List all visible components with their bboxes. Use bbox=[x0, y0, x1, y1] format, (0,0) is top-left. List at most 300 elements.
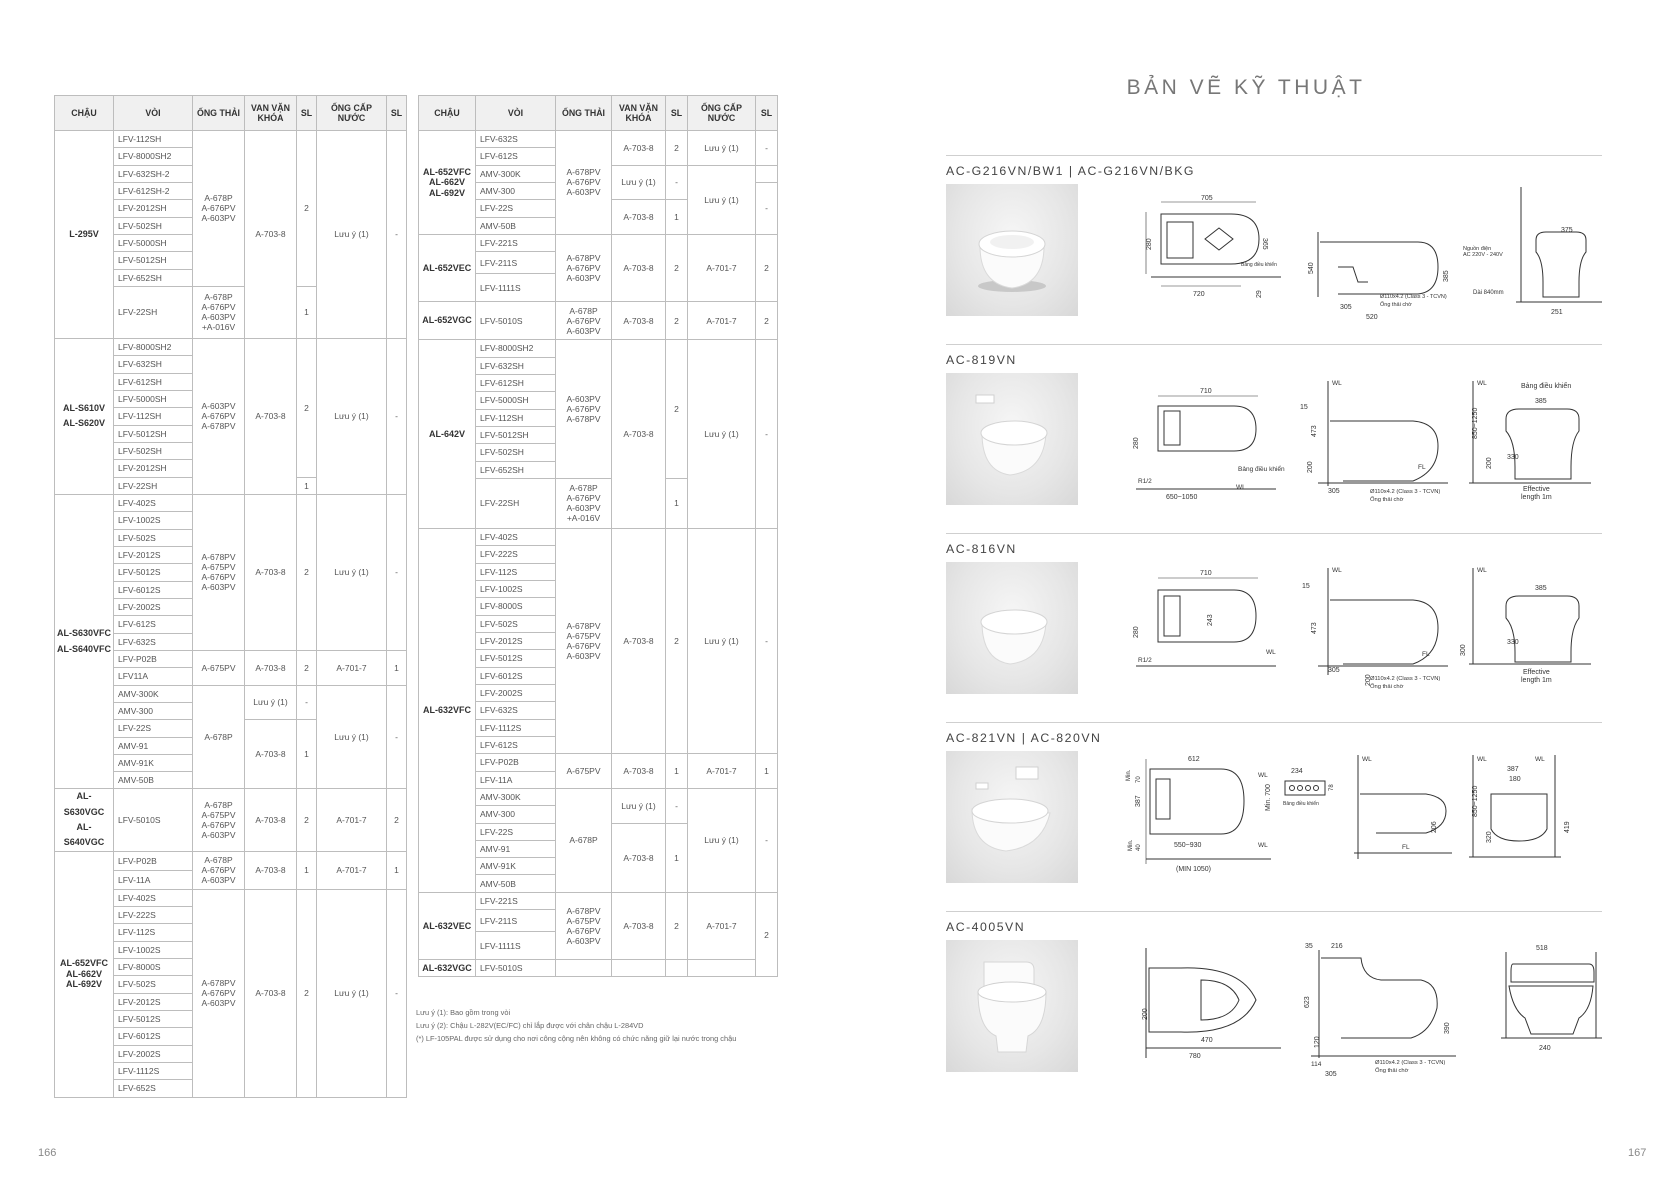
footnote-2: Lưu ý (2): Chậu L-282V(EC/FC) chỉ lắp được với chân chậu L-284VD bbox=[416, 1021, 644, 1030]
quantity: 2 bbox=[666, 131, 688, 166]
supply-pipe: Lưu ý (1) bbox=[688, 340, 756, 529]
faucet-model: LFV-6012S bbox=[114, 581, 193, 598]
drain-pipe bbox=[556, 960, 612, 977]
wl-label-2: WL bbox=[1535, 756, 1545, 763]
pipe-spec: Ø110x4.2 (Class 3 - TCVN) bbox=[1380, 294, 1447, 300]
top-view-drawing bbox=[1116, 749, 1281, 889]
side-view-drawing bbox=[1298, 560, 1458, 700]
table-row bbox=[419, 340, 778, 357]
dim-280: 280 bbox=[1133, 626, 1140, 638]
faucet-model: LFV-112SH bbox=[114, 408, 193, 425]
quantity: 2 bbox=[666, 234, 688, 301]
dim-305: 305 bbox=[1340, 304, 1352, 311]
dim-305: 305 bbox=[1328, 488, 1340, 495]
section-title: AC-821VN | AC-820VN bbox=[946, 731, 1102, 745]
dim-385: 385 bbox=[1443, 270, 1450, 282]
power-label: Nguồn điện bbox=[1463, 246, 1492, 252]
wl-label: WL bbox=[1332, 380, 1342, 387]
dim-216: 216 bbox=[1331, 943, 1343, 950]
faucet-model: LFV-1112S bbox=[476, 719, 556, 736]
faucet-model: LFV-632SH bbox=[476, 357, 556, 374]
valve-model: A-703-8 bbox=[245, 338, 297, 494]
faucet-model: AMV-300K bbox=[476, 165, 556, 182]
drain-pipe bbox=[556, 478, 612, 528]
faucet-model: LFV-502S bbox=[114, 529, 193, 546]
supply-pipe: A-701-7 bbox=[317, 650, 387, 685]
drain-pipe-text: A-678P A-675PV A-676PV A-603PV bbox=[201, 800, 236, 841]
front-view-drawing bbox=[1451, 560, 1602, 700]
supply-pipe: Lưu ý (1) bbox=[317, 131, 387, 339]
drain-pipe bbox=[556, 302, 612, 340]
product-photo bbox=[946, 751, 1078, 883]
faucet-model: LFV-2012SH bbox=[114, 460, 193, 477]
side-view-drawing bbox=[1291, 938, 1461, 1078]
faucet-model: LFV-221S bbox=[476, 234, 556, 251]
faucet-model: AMV-50B bbox=[114, 772, 193, 789]
faucet-model: LFV-11A bbox=[476, 771, 556, 788]
dim-200: 200 bbox=[1307, 461, 1314, 473]
basin-model bbox=[419, 131, 476, 235]
control-panel-label: Bảng điều khiển bbox=[1283, 801, 1319, 807]
wl-label: WL bbox=[1236, 484, 1246, 491]
dim-473: 473 bbox=[1311, 622, 1318, 634]
supply-pipe: Lưu ý (1) bbox=[688, 131, 756, 166]
basin-model-text: AL-S610V AL-S620V bbox=[62, 403, 106, 429]
faucet-model: LFV-22SH bbox=[476, 478, 556, 528]
table-row bbox=[419, 131, 778, 148]
faucet-model: LFV-2002S bbox=[114, 1045, 193, 1062]
pipe-spec: Ø110x4.2 (Class 3 - TCVN) bbox=[1370, 676, 1441, 682]
faucet-model: LFV-P02B bbox=[114, 851, 193, 870]
faucet-model: LFV-5012S bbox=[114, 564, 193, 581]
drain-pipe-text: A-678PV A-676PV A-603PV bbox=[566, 253, 601, 284]
dim-705: 705 bbox=[1201, 195, 1213, 202]
section-title: AC-4005VN bbox=[946, 920, 1026, 934]
faucet-model: LFV-1002S bbox=[114, 941, 193, 958]
faucet-model: LFV-112S bbox=[476, 563, 556, 580]
valve-model: A-703-8 bbox=[245, 889, 297, 1097]
side-view-drawing bbox=[1298, 182, 1458, 322]
supply-quantity: - bbox=[387, 685, 407, 789]
quantity: 2 bbox=[666, 340, 688, 479]
faucet-model: AMV-300 bbox=[476, 806, 556, 823]
pipe-spec: Ø110x4.2 (Class 3 - TCVN) bbox=[1370, 489, 1441, 495]
r12-label: R1/2 bbox=[1138, 657, 1152, 664]
drain-pipe: A-678P bbox=[193, 685, 245, 789]
dim-305: 305 bbox=[1328, 667, 1340, 674]
wl-label: WL bbox=[1477, 567, 1487, 574]
supply-quantity: 2 bbox=[756, 302, 778, 340]
drain-pipe bbox=[193, 851, 245, 889]
valve-model: A-703-8 bbox=[612, 200, 666, 235]
faucet-model: LFV-632SH bbox=[114, 356, 193, 373]
quantity: 2 bbox=[297, 889, 317, 1097]
top-view-drawing bbox=[1131, 182, 1281, 322]
dim-330: 330 bbox=[1507, 639, 1519, 646]
pipe-spec: Ø110x4.2 (Class 3 - TCVN) bbox=[1375, 1060, 1446, 1066]
side-view-drawing bbox=[1298, 371, 1458, 511]
quantity: 1 bbox=[297, 720, 317, 789]
valve-model: A-703-8 bbox=[245, 720, 297, 789]
faucet-model: LFV-5000SH bbox=[114, 234, 193, 251]
faucet-model: LFV-22S bbox=[476, 200, 556, 217]
dim-780: 780 bbox=[1189, 1053, 1201, 1060]
supply-pipe: A-701-7 bbox=[317, 851, 387, 889]
control-panel-label: Bảng điều khiển bbox=[1238, 466, 1285, 473]
footnote-1: Lưu ý (1): Bao gồm trong vòi bbox=[416, 1008, 511, 1017]
table-row bbox=[419, 302, 778, 340]
faucet-model: LFV-221S bbox=[476, 892, 556, 909]
basin-model: AL-632VEC bbox=[419, 892, 476, 959]
faucet-model: LFV-22SH bbox=[114, 477, 193, 494]
table-row bbox=[55, 851, 407, 870]
supply-quantity: - bbox=[387, 889, 407, 1097]
drain-pipe-text: A-678P A-676PV A-603PV +A-016V bbox=[566, 483, 601, 524]
basin-model-text: AL-S630VFC AL-S640VFC bbox=[57, 628, 112, 654]
faucet-model: LFV-2002S bbox=[476, 684, 556, 701]
faucet-model: AMV-91K bbox=[114, 754, 193, 771]
faucet-model: AMV-91 bbox=[114, 737, 193, 754]
drain-pipe bbox=[556, 892, 612, 959]
header-voi: VÒI bbox=[114, 96, 193, 131]
header-voi: VÒI bbox=[476, 96, 556, 131]
pipe-label: Ống thải chờ bbox=[1380, 302, 1412, 308]
dim-365: 365 bbox=[1261, 238, 1268, 250]
supply-quantity bbox=[756, 165, 778, 182]
faucet-model: AMV-300K bbox=[476, 788, 556, 805]
dim-280: 280 bbox=[1146, 238, 1153, 250]
faucet-model: LFV-8000SH2 bbox=[476, 340, 556, 357]
faucet-model: LFV-632S bbox=[476, 131, 556, 148]
faucet-model: LFV-5012SH bbox=[114, 425, 193, 442]
top-view-drawing bbox=[1131, 938, 1291, 1078]
quantity: 1 bbox=[297, 851, 317, 889]
faucet-model: LFV-632S bbox=[114, 633, 193, 650]
product-photo bbox=[946, 940, 1078, 1072]
length-label: length 1m bbox=[1521, 494, 1552, 501]
dim-330: 330 bbox=[1507, 454, 1519, 461]
dim-min-1050: (MIN 1050) bbox=[1176, 866, 1212, 873]
faucet-model: LFV-2012S bbox=[114, 993, 193, 1010]
dim-540: 540 bbox=[1308, 262, 1315, 274]
supply-quantity: 2 bbox=[387, 789, 407, 851]
faucet-model: LFV-5012S bbox=[476, 650, 556, 667]
dim-300: 300 bbox=[1460, 644, 1467, 656]
drawing-section-ac-816vn bbox=[946, 533, 1602, 713]
dim-320: 320 bbox=[1486, 831, 1493, 843]
drain-pipe-text: A-678PV A-676PV A-603PV bbox=[201, 978, 236, 1009]
front-view-drawing bbox=[1461, 182, 1602, 322]
dim-470: 470 bbox=[1201, 1037, 1213, 1044]
basin-model: AL-642V bbox=[419, 340, 476, 529]
faucet-model: AMV-300 bbox=[476, 182, 556, 199]
faucet-model: LFV-8000S bbox=[114, 958, 193, 975]
faucet-model: LFV-2012SH bbox=[114, 200, 193, 217]
drain-pipe: A-675PV bbox=[193, 650, 245, 685]
faucet-model: LFV-8000SH2 bbox=[114, 338, 193, 355]
drain-pipe-text: A-678PV A-675PV A-676PV A-603PV bbox=[566, 621, 601, 662]
quantity: 1 bbox=[666, 200, 688, 235]
faucet-model: LFV-5000SH bbox=[476, 392, 556, 409]
product-photo bbox=[946, 184, 1078, 316]
faucet-model: LFV-632SH-2 bbox=[114, 165, 193, 182]
header-ong-thai: ỐNG THẢI bbox=[193, 96, 245, 131]
page-title: BẢN VẼ KỸ THUẬT bbox=[1126, 76, 1366, 99]
footnotes bbox=[416, 1006, 736, 1045]
dim-387: 387 bbox=[1507, 766, 1519, 773]
quantity: 2 bbox=[297, 650, 317, 685]
faucet-model: LFV-2012S bbox=[114, 546, 193, 563]
top-view-drawing bbox=[1116, 371, 1291, 511]
quantity: 1 bbox=[666, 754, 688, 789]
faucet-model: LFV-112SH bbox=[114, 131, 193, 148]
faucet-model: LFV-502SH bbox=[114, 217, 193, 234]
valve-model: Lưu ý (1) bbox=[245, 685, 297, 720]
valve-model: A-703-8 bbox=[245, 650, 297, 685]
header-ong-cap-nuoc: ỐNG CẤP NƯỚC bbox=[688, 96, 756, 131]
faucet-model: LFV-P02B bbox=[476, 754, 556, 771]
dim-390: 390 bbox=[1444, 1022, 1451, 1034]
faucet-model: LFV-22S bbox=[114, 720, 193, 737]
supply-pipe bbox=[688, 960, 756, 977]
dim-305: 305 bbox=[1325, 1071, 1337, 1078]
drain-pipe-text: A-678PV A-675PV A-676PV A-603PV bbox=[566, 905, 601, 946]
supply-pipe: A-701-7 bbox=[688, 234, 756, 301]
min-label-2: Min. bbox=[1128, 839, 1134, 851]
wl-label-2: WL bbox=[1258, 842, 1268, 849]
faucet-model: LFV-612SH bbox=[114, 373, 193, 390]
table-row bbox=[55, 494, 407, 511]
supply-pipe: Lưu ý (1) bbox=[317, 685, 387, 789]
control-panel-label: Bảng điều khiển bbox=[1521, 383, 1572, 390]
header-sl: SL bbox=[297, 96, 317, 131]
supply-pipe: A-701-7 bbox=[688, 302, 756, 340]
effective-label: Effective bbox=[1523, 669, 1550, 676]
section-title: AC-819VN bbox=[946, 353, 1017, 367]
faucet-model: LFV-1002S bbox=[114, 512, 193, 529]
header-sl-2: SL bbox=[387, 96, 407, 131]
basin-model: AL-632VGC bbox=[419, 960, 476, 977]
valve-model: A-703-8 bbox=[612, 234, 666, 301]
basin-model-text: AL-S630VGC AL-S640VGC bbox=[63, 791, 105, 848]
dim-114: 114 bbox=[1311, 1061, 1322, 1068]
dim-40: 40 bbox=[1136, 844, 1142, 851]
header-sl: SL bbox=[666, 96, 688, 131]
pipe-label: Ống thải chờ bbox=[1370, 684, 1404, 690]
faucet-model: LFV-402S bbox=[476, 528, 556, 545]
supply-pipe: Lưu ý (1) bbox=[317, 889, 387, 1097]
footnote-3: (*) LF-105PAL được sử dụng cho nơi công cộng nên không có chức năng giữ lại nước trong chậu bbox=[416, 1034, 737, 1043]
dim-120: 120 bbox=[1314, 1036, 1321, 1048]
dim-234: 234 bbox=[1291, 768, 1303, 775]
supply-quantity: 1 bbox=[387, 650, 407, 685]
control-panel-drawing bbox=[1281, 749, 1335, 889]
dim-623: 623 bbox=[1304, 996, 1311, 1008]
quantity: 2 bbox=[666, 892, 688, 959]
faucet-model: LFV-612S bbox=[476, 736, 556, 753]
drain-pipe-text: A-678PV A-675PV A-676PV A-603PV bbox=[201, 552, 236, 593]
valve-model: A-703-8 bbox=[612, 131, 666, 166]
top-view-drawing bbox=[1116, 560, 1291, 700]
page-number-left: 166 bbox=[38, 1147, 57, 1159]
faucet-model: LFV-5012S bbox=[114, 1010, 193, 1027]
table-row bbox=[419, 892, 778, 909]
dim-29: 29 bbox=[1256, 290, 1263, 298]
toilet-photo-icon bbox=[946, 562, 1078, 694]
faucet-model: LFV-652S bbox=[114, 1080, 193, 1097]
quantity: 2 bbox=[297, 789, 317, 851]
faucet-model: AMV-91K bbox=[476, 858, 556, 875]
faucet-model: LFV-22S bbox=[476, 823, 556, 840]
faucet-model: LFV-502S bbox=[476, 615, 556, 632]
faucet-model: LFV-502S bbox=[114, 976, 193, 993]
basin-model bbox=[55, 338, 114, 494]
supply-quantity: - bbox=[756, 788, 778, 892]
valve-model: A-703-8 bbox=[245, 131, 297, 339]
faucet-model: LFV-652SH bbox=[114, 269, 193, 286]
drain-pipe-text: A-678P A-676PV A-603PV bbox=[566, 305, 601, 336]
faucet-model: LFV-1112S bbox=[114, 1062, 193, 1079]
faucet-model: LFV-5012SH bbox=[476, 426, 556, 443]
drain-pipe-text: A-678P A-676PV A-603PV bbox=[201, 855, 236, 886]
supply-pipe: Lưu ý (1) bbox=[688, 788, 756, 892]
faucet-model: LFV-612SH bbox=[476, 374, 556, 391]
effective-label: Effective bbox=[1523, 486, 1550, 493]
table-row bbox=[419, 234, 778, 251]
wl-label: WL bbox=[1477, 756, 1487, 763]
basin-model: L-295V bbox=[55, 131, 114, 339]
section-title: AC-G216VN/BW1 | AC-G216VN/BKG bbox=[946, 164, 1195, 178]
table-row bbox=[55, 131, 407, 148]
supply-quantity: - bbox=[756, 131, 778, 166]
dim-385: 385 bbox=[1535, 398, 1547, 405]
drain-pipe: A-678P bbox=[556, 788, 612, 892]
drain-pipe bbox=[556, 234, 612, 301]
dim-range: 650~1050 bbox=[1166, 494, 1198, 501]
supply-pipe: Lưu ý (1) bbox=[317, 494, 387, 650]
faucet-model: AMV-50B bbox=[476, 875, 556, 892]
basin-model: AL-632VFC bbox=[419, 528, 476, 892]
table-row bbox=[419, 528, 778, 545]
drain-pipe bbox=[556, 131, 612, 235]
faucet-model: LFV-6012S bbox=[476, 667, 556, 684]
r12-label: R1/2 bbox=[1138, 478, 1152, 485]
fl-label: FL bbox=[1422, 651, 1430, 658]
faucet-model: LFV-502SH bbox=[476, 444, 556, 461]
drawing-section-ac-821vn bbox=[946, 722, 1602, 902]
valve-model: A-703-8 bbox=[245, 789, 297, 851]
dim-280: 280 bbox=[1133, 437, 1140, 449]
quantity: - bbox=[666, 788, 688, 823]
dim-612: 612 bbox=[1188, 756, 1200, 763]
quantity: 1 bbox=[297, 286, 317, 338]
quantity: 2 bbox=[297, 131, 317, 287]
faucet-model: LFV-112SH bbox=[476, 409, 556, 426]
dim-710: 710 bbox=[1200, 388, 1212, 395]
faucet-model: LFV-502SH bbox=[114, 442, 193, 459]
min-label: Min. bbox=[1126, 769, 1132, 781]
drawing-section-ac-4005vn bbox=[946, 911, 1602, 1091]
dim-518: 518 bbox=[1536, 945, 1548, 952]
drain-pipe bbox=[193, 338, 245, 494]
faucet-model: LFV-1111S bbox=[476, 932, 556, 960]
control-panel-label: Bảng điều khiển bbox=[1241, 262, 1277, 268]
toilet-photo-icon bbox=[946, 940, 1078, 1072]
valve-model: A-703-8 bbox=[612, 340, 666, 529]
side-view-drawing bbox=[1346, 749, 1458, 889]
faucet-model: LFV-211S bbox=[476, 252, 556, 274]
wl-label: WL bbox=[1477, 380, 1487, 387]
valve-model bbox=[612, 960, 666, 977]
drain-pipe bbox=[556, 340, 612, 479]
drawing-section-ac-819vn bbox=[946, 344, 1602, 524]
faucet-model: LFV-2012S bbox=[476, 632, 556, 649]
faucet-model: LFV-632S bbox=[476, 702, 556, 719]
basin-model: AL-652VEC bbox=[419, 234, 476, 301]
header-chau: CHẬU bbox=[419, 96, 476, 131]
faucet-model: LFV-402S bbox=[114, 494, 193, 511]
supply-quantity: - bbox=[387, 338, 407, 494]
quantity: 2 bbox=[297, 338, 317, 477]
faucet-model: LFV-2002S bbox=[114, 598, 193, 615]
valve-model: A-703-8 bbox=[245, 851, 297, 889]
header-van-van-khoa: VAN VẶN KHÓA bbox=[245, 96, 297, 131]
faucet-model: LFV-402S bbox=[114, 889, 193, 906]
front-view-drawing bbox=[1451, 371, 1602, 511]
dim-375: 375 bbox=[1561, 227, 1573, 234]
compatibility-table-right bbox=[418, 95, 778, 977]
table-row bbox=[55, 789, 407, 851]
faucet-model: LFV-1002S bbox=[476, 580, 556, 597]
supply-pipe: Lưu ý (1) bbox=[317, 338, 387, 494]
wl-label: WL bbox=[1258, 772, 1268, 779]
faucet-model: LFV-5012SH bbox=[114, 252, 193, 269]
supply-quantity: - bbox=[387, 494, 407, 650]
drain-pipe-text: A-603PV A-676PV A-678PV bbox=[566, 394, 601, 425]
dim-200: 200 bbox=[1365, 674, 1372, 686]
basin-model: AL-652VGC bbox=[419, 302, 476, 340]
product-photo bbox=[946, 562, 1078, 694]
toilet-photo-icon bbox=[946, 373, 1078, 505]
dim-35: 35 bbox=[1305, 943, 1313, 950]
supply-quantity: - bbox=[756, 182, 778, 234]
faucet-model: LFV-5010S bbox=[476, 960, 556, 977]
table-header-row bbox=[419, 96, 778, 131]
dim-min-700: Min. 700 bbox=[1265, 784, 1272, 811]
supply-quantity: 2 bbox=[756, 892, 778, 977]
header-ong-cap-nuoc: ỐNG CẤP NƯỚC bbox=[317, 96, 387, 131]
basin-model bbox=[55, 494, 114, 789]
faucet-model: LFV-612SH-2 bbox=[114, 182, 193, 199]
quantity: 1 bbox=[297, 477, 317, 494]
header-van-van-khoa: VAN VẶN KHÓA bbox=[612, 96, 666, 131]
compatibility-table-left bbox=[54, 95, 407, 1098]
table-row bbox=[55, 338, 407, 355]
drain-pipe bbox=[193, 131, 245, 287]
product-photo bbox=[946, 373, 1078, 505]
supply-quantity: - bbox=[756, 528, 778, 753]
basin-model-text: AL-652VFC AL-662V AL-692V bbox=[59, 958, 108, 990]
faucet-model: AMV-300K bbox=[114, 685, 193, 702]
valve-model: Lưu ý (1) bbox=[612, 165, 666, 200]
supply-pipe: A-701-7 bbox=[317, 789, 387, 851]
drain-pipe bbox=[556, 528, 612, 753]
supply-pipe: Lưu ý (1) bbox=[688, 528, 756, 753]
fl-label: FL bbox=[1418, 464, 1426, 471]
quantity: - bbox=[666, 165, 688, 200]
faucet-model: LFV-652SH bbox=[476, 461, 556, 478]
dim-387: 387 bbox=[1135, 795, 1142, 807]
